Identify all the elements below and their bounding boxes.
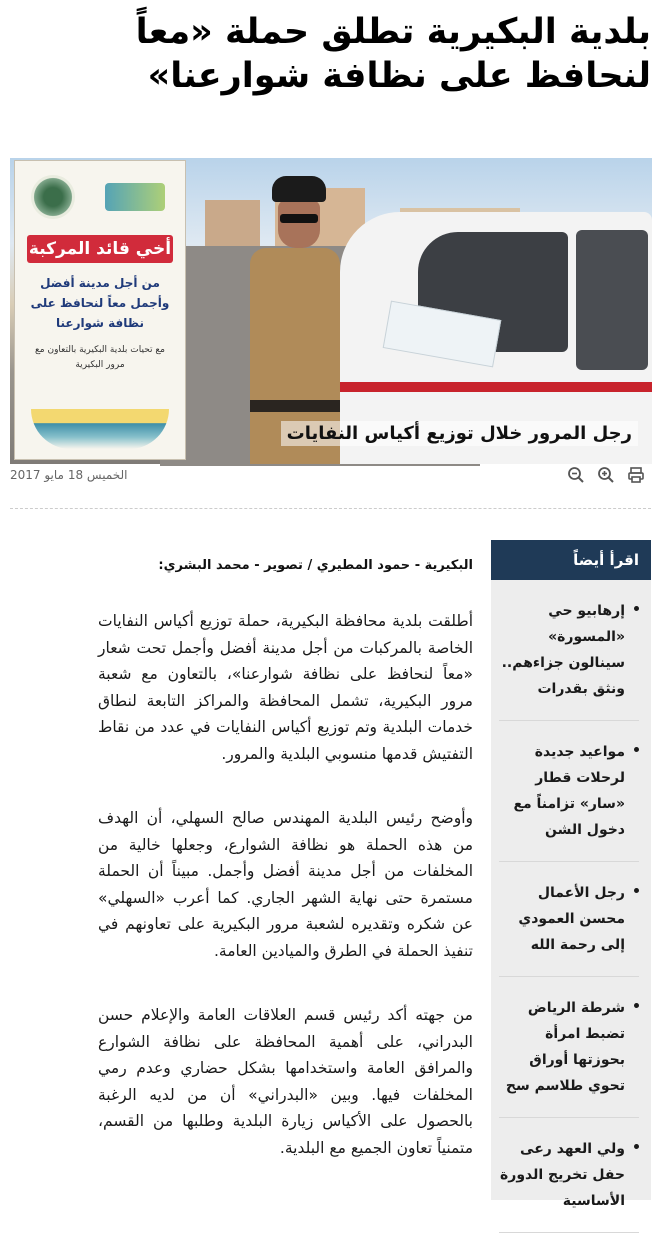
related-list bbox=[491, 580, 651, 1233]
banner-credit: مع تحيات بلدية البكيرية بالتعاون مع مرور البكيرية bbox=[35, 345, 165, 370]
municipality-logo bbox=[105, 183, 165, 211]
officer-sunglasses bbox=[280, 214, 318, 223]
print-icon[interactable] bbox=[627, 466, 645, 484]
article-headline: بلدية البكيرية تطلق حملة «معاً لنحافظ على نظافة شوارعنا» bbox=[135, 12, 651, 96]
bullet-icon bbox=[634, 1144, 639, 1149]
article-paragraph: من جهته أكد رئيس قسم العلاقات العامة والإعلام حسن البدراني، على أهمية المحافظة على نظافة الشوارع والمرافق العامة واستخدامها بشكل حضاري وعدم رمي المخلفات فيها. وبين «البدراني» أن من لديه الرغبة بالحصول على الأكياس زيارة البلدية وطلبها من القسم، متمنياً تعاون الجميع مع البلدية. bbox=[98, 1006, 473, 1157]
article-paragraph: أطلقت بلدية محافظة البكيرية، حملة توزيع أكياس النفايات الخاصة بالمركبات من أجل مدينة أفضل وأجمل تحت شعار «معاً لنحافظ على نظافة شوارعنا»، بالتعاون مع شعبة مرور البكيرية، تشمل المحافظة والمراكز التابعة لنطاق خدمات البلدية وتم توزيع أكياس النفايات في عدد من نقاط التفتيش قدمها منسوبي البلدية والمرور. bbox=[98, 612, 473, 763]
car-stripe bbox=[340, 382, 652, 392]
article-byline: البكيرية - حمود المطيري / تصوير - محمد البشري: bbox=[158, 558, 473, 573]
related-link-label: ولي العهد رعى حفل تخريج الدورة الأساسية bbox=[500, 1141, 625, 1209]
related-link[interactable] bbox=[499, 580, 639, 721]
article-paragraph: وأوضح رئيس البلدية المهندس صالح السهلي، أن الهدف من هذه الحملة هو نظافة الشوارع، وجعلها خالية من المخلفات من أجل مدينة أفضل وأجمل. مبيناً أن الحملة مستمرة حتى نهاية الشهر الجاري. كما أعرب «السهلي» عن شكره وتقديره لشعبة مرور البكيرية على تعاونهم في تنفيذ الحملة في الطرق والميادين العامة. bbox=[98, 809, 473, 960]
officer-cap bbox=[272, 176, 326, 202]
campaign-banner bbox=[14, 160, 186, 460]
related-link-label: إرهابيو حي «المسورة» سينالون جزاءهم.. ونثق بقدرات bbox=[501, 603, 625, 697]
zoom-out-icon[interactable] bbox=[567, 466, 585, 484]
officer-face bbox=[278, 200, 320, 248]
read-also-sidebar bbox=[491, 540, 651, 1209]
article-meta bbox=[10, 466, 651, 490]
banner-wave-graphic bbox=[31, 409, 169, 449]
article-photo bbox=[10, 158, 652, 464]
divider bbox=[10, 508, 651, 509]
related-link[interactable] bbox=[499, 1118, 639, 1233]
bullet-icon bbox=[634, 888, 639, 893]
article-date: الخميس 18 مايو 2017 bbox=[10, 468, 128, 482]
related-link[interactable] bbox=[499, 977, 639, 1118]
banner-slogan: من أجل مدينة أفضل وأجمل معاً لنحافظ على نظافة شوارعنا bbox=[30, 276, 170, 330]
ministry-logo bbox=[31, 175, 75, 219]
photo-caption: رجل المرور خلال توزيع أكياس النفايات bbox=[281, 421, 638, 446]
bullet-icon bbox=[634, 606, 639, 611]
zoom-in-icon[interactable] bbox=[597, 466, 615, 484]
related-link-label: شرطة الرياض تضبط امرأة بحوزتها أوراق تحوي طلاسم سح bbox=[505, 1000, 625, 1094]
article-toolbar bbox=[567, 466, 645, 484]
officer-belt bbox=[250, 400, 340, 412]
bullet-icon bbox=[634, 1003, 639, 1008]
sidebar-title: اقرأ أيضاً bbox=[491, 540, 651, 580]
article-body bbox=[98, 608, 473, 1199]
related-link[interactable] bbox=[499, 721, 639, 862]
banner-heading: أخي قائد المركبة bbox=[27, 235, 173, 263]
related-link[interactable] bbox=[499, 862, 639, 977]
related-link-label: مواعيد جديدة لرحلات قطار «سار» تزامناً مع دخول الشن bbox=[513, 744, 625, 838]
car-window bbox=[576, 230, 648, 370]
related-link-label: رجل الأعمال محسن العمودي إلى رحمة الله bbox=[518, 885, 625, 953]
bullet-icon bbox=[634, 747, 639, 752]
